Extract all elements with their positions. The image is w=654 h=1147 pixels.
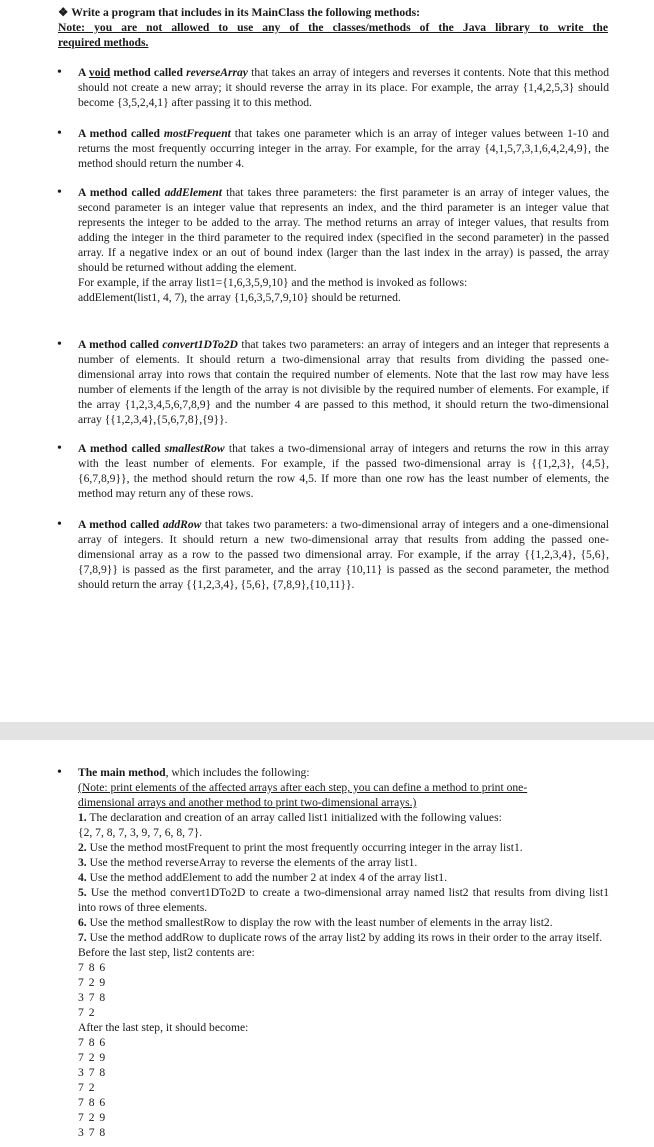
before-row: 7 2 9 xyxy=(78,976,107,989)
after-row: 3 7 8 xyxy=(78,1126,107,1139)
assignment-header xyxy=(58,5,608,50)
before-label: Before the last step, list2 contents are: xyxy=(78,946,255,959)
before-row: 3 7 8 xyxy=(78,991,107,1004)
bullet-icon: • xyxy=(57,765,62,780)
after-label: After the last step, it should become: xyxy=(78,1021,249,1034)
main-method-title: The main method xyxy=(78,766,166,779)
after-row: 7 2 9 xyxy=(78,1051,107,1064)
bullet-icon: • xyxy=(57,517,62,532)
header-note: Note: you are not allowed to use any of the classes/methods of the Java library to write the xyxy=(58,21,608,34)
before-row: 7 8 6 xyxy=(78,961,107,974)
bullet-icon: • xyxy=(57,185,62,200)
method-name: addRow xyxy=(162,518,202,531)
bullet-icon: • xyxy=(57,126,62,141)
step-4: 4. Use the method addElement to add the number 2 at index 4 of the array list1. xyxy=(78,871,447,884)
method-add-element: • A method called addElement that takes three parameters: the first parameter is an array of integer values, the second parameter is an integer value that represents an index, and the third parameter is an integer value that represents the integer to be added to the array. The method returns an array of integer values, that results from adding the integer in the third parameter to the required index (specified in the second parameter) in the passed array. If a negative index or an out of bound index (larger than the last index in the array) is passed, the array should be returned without adding the element. For example, if the array list1={1,6,3,5,9,10} and the method is invoked as follows: addElement(list1, 4, 7), the array {1,6,3,5,7,9,10} should be returned. xyxy=(57,185,609,304)
method-name: mostFrequent xyxy=(163,127,231,140)
header-title: ❖ Write a program that includes in its MainClass the following methods: xyxy=(58,6,420,19)
step-6: 6. Use the method smallestRow to display the row with the least number of elements in the array list2. xyxy=(78,916,553,929)
step-5: 5. Use the method convert1DTo2D to create a two-dimensional array named list2 that results from diving list1 into rows of three elements. xyxy=(78,886,609,914)
bullet-icon: • xyxy=(57,337,62,352)
bullet-icon: • xyxy=(57,441,62,456)
method-name: reverseArray xyxy=(186,66,248,79)
method-add-row: • A method called addRow that takes two parameters: a two-dimensional array of integers and a one-dimensional array of integers. It should return a new two-dimensional array that results from adding the passed one-dimensional array as a row to the passed two dimensional array. For example, if the array {{1,2,3,4}, {5,6}, {7,8,9}} is passed as the first parameter, and the array {10,11} is passed as the second parameter, the method should return the array {{1,2,3,4}, {5,6}, {7,8,9},{10,11}}. xyxy=(57,517,609,591)
main-method-section: • The main method, which includes the following: (Note: print elements of the affected arrays after each step, you can define a method to print one- dimensional arrays and another method to print two-dimensional arrays.) 1. The declaration and creation of an array called list1 initialized with the following values: {2, 7, 8, 7, 3, 9, 7, 6, 8, 7}. 2. Use the method mostFrequent to print the most frequently occurring integer in the array list1. 3. Use the method reverseArray to reverse the elements of the array list1. 4. Use the method addElement to add the number 2 at index 4 of the array list1. 5. Use the method convert1DTo2D to create a two-dimensional array named list2 that results from diving list1 into rows of three elements. 6. Use the method smallestRow to display the row with the least number of elements in the array list2. 7. Use the method addRow to duplicate rows of the array list2 by adding its rows in their order to the array itself. Before the last step, list2 contents are: 7 8 6 7 2 9 3 7 8 7 2 After the last step, it should become: 7 8 6 7 2 9 3 7 8 7 2 7 8 6 7 2 9 3 7 8 xyxy=(57,765,609,1139)
after-row: 3 7 8 xyxy=(78,1066,107,1079)
method-reverse-array: • A void method called reverseArray that takes an array of integers and reverses it contents. Note that this method should not create a new array; it should reverse the array in its place. For example, the array {1,4,2,5,3} should become {3,5,2,4,1} after passing it to this method. xyxy=(57,65,609,109)
step-7: 7. Use the method addRow to duplicate rows of the array list2 by adding its rows in their order to the array itself. xyxy=(78,931,603,944)
method-most-frequent: • A method called mostFrequent that takes one parameter which is an array of integer values between 1-10 and returns the most frequently occurring integer in the array. For example, for the array {4,1,5,7,3,1,6,4,2,4,9}, the method should return the number 4. xyxy=(57,126,610,170)
header-note-end: required methods. xyxy=(58,36,149,49)
page-two xyxy=(0,740,654,1147)
method-convert-1d-to-2d: • A method called convert1DTo2D that takes two parameters: an array of integers and an integer that represents a number of elements. It should return a two-dimensional array that results from dividing the passed one-dimensional array into rows that contain the required number of elements. Note that the last row may have less number of elements if the length of the array is not divisible by the required number of elements. For example, if the array {1,2,3,4,5,6,7,8,9} and the number 4 are passed to this method, it should return the two-dimensional array {{1,2,3,4},{5,6,7,8},{9}}. xyxy=(57,337,610,426)
method-name: convert1DTo2D xyxy=(162,338,238,351)
method-name: smallestRow xyxy=(164,442,225,455)
method-smallest-row: • A method called smallestRow that takes a two-dimensional array of integers and returns the row in this array with the least number of elements. For example, if the passed two-dimensional array is {{1,2,3}, {4,5}, {6,7,8,9}}, the method should return the row 4,5. If more than one row has the least number of elements, the method may return any of these rows. xyxy=(57,441,609,500)
after-row: 7 8 6 xyxy=(78,1096,107,1109)
method-name: addElement xyxy=(164,186,222,199)
step-2: 2. Use the method mostFrequent to print the most frequently occurring integer in the array list1. xyxy=(78,841,523,854)
main-note: (Note: print elements of the affected arrays after each step, you can define a method to print one- xyxy=(78,781,528,794)
after-row: 7 2 9 xyxy=(78,1111,107,1124)
after-row: 7 2 xyxy=(78,1081,96,1094)
after-row: 7 8 6 xyxy=(78,1036,107,1049)
step-1: 1. The declaration and creation of an array called list1 initialized with the following values: xyxy=(78,811,502,824)
bullet-icon: • xyxy=(57,65,62,80)
step-3: 3. Use the method reverseArray to reverse the elements of the array list1. xyxy=(78,856,418,869)
page-break xyxy=(0,722,654,740)
diamond-bullet-icon: ❖ xyxy=(58,6,72,19)
before-row: 7 2 xyxy=(78,1006,96,1019)
